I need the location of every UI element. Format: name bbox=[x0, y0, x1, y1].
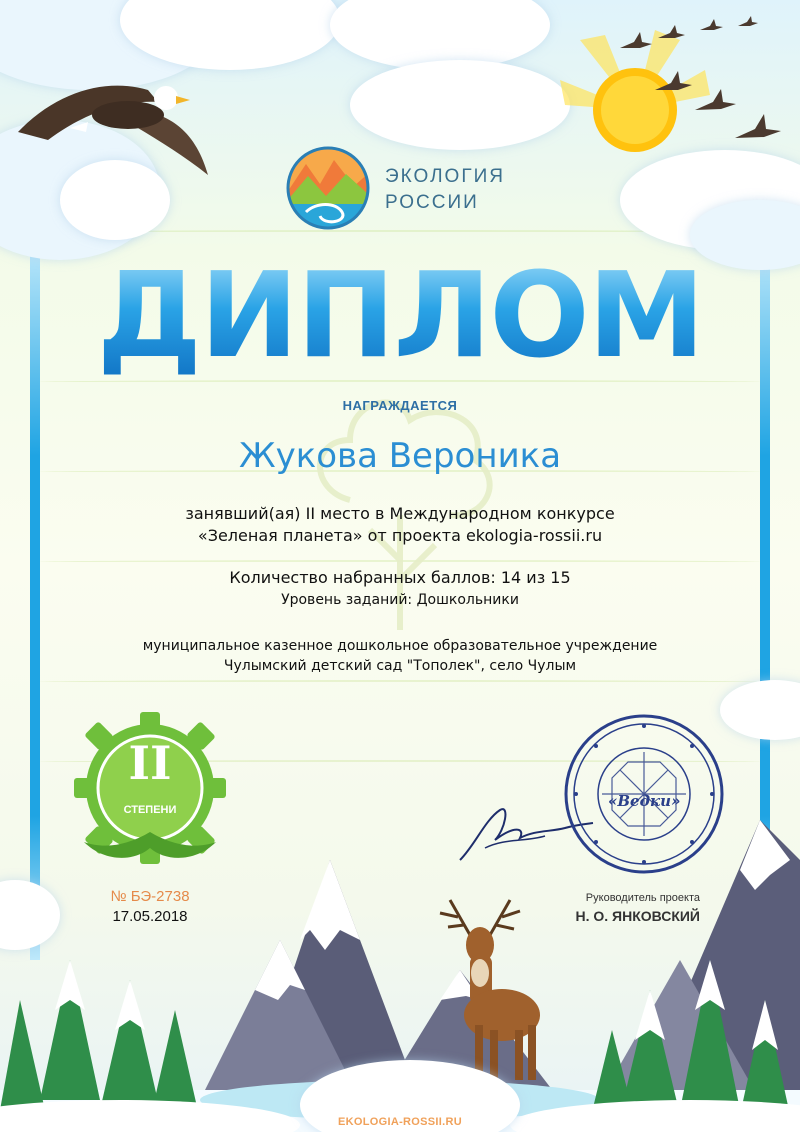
badge-degree-word: СТЕПЕНИ bbox=[123, 804, 177, 816]
logo-emblem-icon bbox=[286, 146, 370, 230]
score-line: Количество набранных баллов: 14 из 15 bbox=[229, 568, 571, 587]
stamp-center-text: «Ведки» bbox=[608, 792, 681, 810]
eagle-icon bbox=[18, 70, 218, 180]
footer-url: EKOLOGIA-ROSSII.RU bbox=[338, 1116, 462, 1128]
cloud bbox=[720, 680, 800, 740]
achievement-line-2: «Зеленая планета» от проекта ekologia-rossii.ru bbox=[197, 526, 603, 545]
awarded-label: НАГРАЖДАЕТСЯ bbox=[342, 398, 458, 413]
geese-icon bbox=[600, 10, 790, 160]
institution-line-2: Чулымский детский сад "Тополек", село Чулым bbox=[223, 658, 577, 674]
certificate-date: 17.05.2018 bbox=[112, 908, 188, 925]
logo-line-2: РОССИИ bbox=[385, 192, 479, 213]
recipient-name: Жукова Вероника bbox=[238, 436, 562, 476]
background-wave bbox=[40, 680, 760, 684]
signature-name: Н. О. ЯНКОВСКИЙ bbox=[575, 908, 700, 924]
certificate-number: № БЭ-2738 bbox=[110, 888, 190, 905]
cloud bbox=[330, 0, 550, 70]
signature-role: Руководитель проекта bbox=[585, 892, 700, 904]
logo-line-1: ЭКОЛОГИЯ bbox=[385, 166, 505, 187]
institution-line-1: муниципальное казенное дошкольное образовательное учреждение bbox=[142, 638, 658, 654]
diploma-title: ДИПЛОМ bbox=[0, 250, 800, 380]
level-line: Уровень заданий: Дошкольники bbox=[281, 592, 519, 608]
logo-text bbox=[385, 164, 505, 216]
cloud bbox=[350, 60, 570, 150]
achievement-line-1: занявший(ая) II место в Международном конкурсе bbox=[185, 504, 615, 523]
badge-roman-numeral: II bbox=[128, 736, 172, 790]
